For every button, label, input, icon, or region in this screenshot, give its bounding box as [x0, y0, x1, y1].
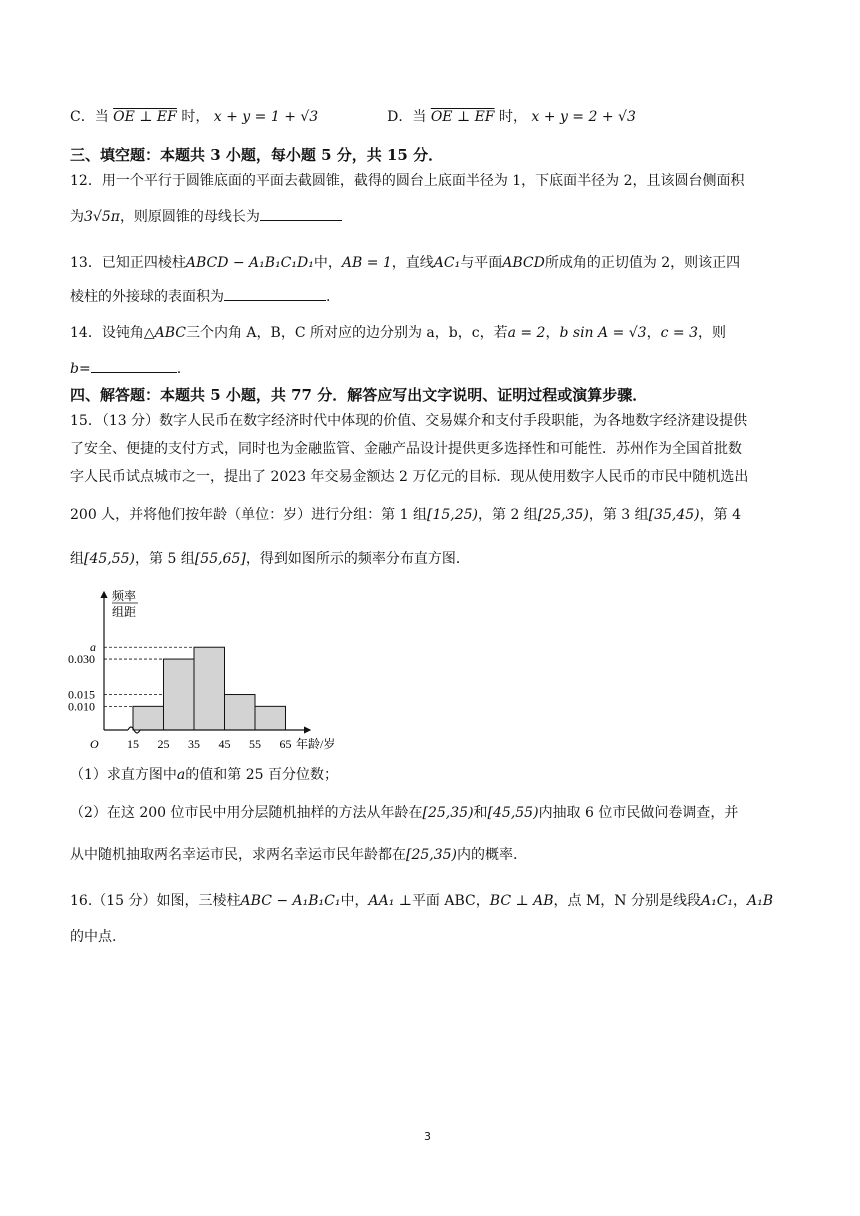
q14-text-e: ，则 [697, 325, 726, 341]
q15-text-g: ，得到如图所示的频率分布直方图． [245, 551, 470, 567]
q15-line3: 字人民币试点城市之一，提出了 2023 年交易金额达 2 万亿元的目标．现从使用数字人民币的市民中随机选出 [70, 469, 749, 485]
part2-text-d: 从中随机抽取两名幸运市民，求两名幸运市民年龄都在 [70, 847, 406, 863]
q14-text-a: 14．设钝角 [70, 325, 144, 341]
group5-interval: [55,65] [194, 551, 246, 567]
histogram-bar [133, 706, 164, 730]
group4-interval: [45,55) [84, 551, 136, 567]
q12-line2 [70, 208, 790, 226]
q13-ac1: AC₁ [433, 255, 461, 271]
part2-interval-3: [25,35) [406, 847, 458, 863]
x-axis-label: 年龄/岁 [296, 737, 336, 751]
q14-comma-1: ， [545, 325, 560, 341]
q15-text-e: 组 [70, 551, 84, 567]
q16-a1b: A₁B [747, 893, 774, 909]
section3-heading: 三、填空题：本题共 3 小题，每小题 5 分，共 15 分． [70, 146, 444, 164]
q14-bsina: b sin A = √3 [559, 325, 647, 341]
q14-period: . [176, 361, 182, 377]
q12-question: ，则原圆锥的母线长为 [119, 209, 260, 225]
frequency-histogram [68, 588, 358, 754]
histogram-bar [194, 647, 225, 730]
part2-text-c: 内抽取 6 位市民做问卷调查，并 [538, 805, 739, 821]
option-c-equation: x + y = 1 + √3 [213, 109, 319, 125]
section4-heading: 四、解答题：本题共 5 小题，共 77 分．解答应写出文字说明、证明过程或演算步骤． [70, 386, 648, 404]
y-label-top: 频率 [112, 589, 137, 603]
option-d-equation: x + y = 2 + √3 [531, 109, 636, 125]
x-tick-labels [127, 737, 292, 751]
q14-line1 [70, 324, 790, 342]
option-c-when: 时， [181, 109, 210, 125]
q13-prism: ABCD − A₁B₁C₁D₁ [185, 255, 314, 271]
histogram-bar [164, 659, 195, 730]
q16-prism: ABC − A₁B₁C₁ [240, 893, 341, 909]
y-tick-label: 0.015 [68, 687, 95, 702]
histogram-bars [133, 647, 286, 730]
x-tick-label: 15 [127, 737, 139, 751]
q15-line5 [70, 550, 790, 568]
q15-part2-line2 [70, 846, 790, 864]
q15-line4 [70, 506, 790, 524]
q14-triangle: △ABC [143, 325, 186, 341]
option-d-condition: OE ⊥ EF [430, 109, 495, 125]
part2-interval-2: [45,55) [487, 805, 539, 821]
histogram-bar [225, 695, 256, 730]
q16-line2: 的中点. [70, 929, 117, 945]
q16-text-b: 中， [340, 893, 369, 909]
q15-text-d: ，第 4 [699, 507, 742, 523]
q16-comma: ， [733, 893, 748, 909]
q14-comma-2: ， [646, 325, 661, 341]
q13-text-b: 中， [313, 255, 342, 271]
y-tick-label: 0.010 [68, 699, 95, 714]
part1-text-b: 的值和第 25 百分位数； [185, 767, 338, 783]
q15-line2: 了安全、便捷的支付方式，同时也为金融监管、金融产品设计提供更多选择性和可能性．苏州作为全国首批数 [70, 441, 742, 457]
histogram-bar [255, 706, 286, 730]
q16-aa1: AA₁ ⊥ [368, 893, 412, 909]
q15-text-f: ，第 5 组 [135, 551, 195, 567]
q15-text-a: 200 人，并将他们按年龄（单位：岁）进行分组：第 1 组 [70, 507, 427, 523]
q14-a-value: a = 2 [507, 325, 546, 341]
q16-a1c1: A₁C₁ [701, 893, 734, 909]
x-tick-label: 45 [218, 737, 231, 751]
q16-text-a: 16.（15 分）如图，三棱柱 [70, 893, 241, 909]
q13-text-d: 与平面 [460, 255, 503, 271]
q14-line2 [70, 360, 790, 378]
q12-prefix: 为 [70, 209, 84, 225]
x-tick-label: 55 [249, 737, 261, 751]
part1-text-a: （1）求直方图中 [70, 767, 177, 783]
group1-interval: [15,25) [426, 507, 478, 523]
option-d-when: 时， [498, 109, 527, 125]
q13-text-c: ，直线 [391, 255, 434, 271]
q14-answer-blank [91, 360, 177, 373]
q15-part2-line1 [70, 804, 790, 822]
q15-text-c: ，第 3 组 [588, 507, 649, 523]
q13-line1 [70, 254, 790, 272]
q13-question: 棱柱的外接球的表面积为 [70, 289, 224, 305]
option-c-label: C．当 [70, 109, 109, 125]
q16-line1 [70, 892, 790, 910]
option-d-label: D．当 [387, 109, 427, 125]
q13-plane: ABCD [502, 255, 545, 271]
page-number: 3 [424, 1130, 431, 1143]
y-label-bottom: 组距 [112, 605, 137, 619]
group2-interval: [25,35) [537, 507, 589, 523]
q12-line1: 12．用一个平行于圆锥底面的平面去截圆锥，截得的圆台上底面半径为 1，下底面半径为 2，且该圆台侧面积 [70, 173, 745, 189]
y-tick-label: a [90, 640, 96, 655]
part2-text-b: 和 [473, 805, 488, 821]
y-tick-label: 0.030 [68, 652, 95, 667]
part2-text-a: （2）在这 200 位市民中用分层随机抽样的方法从年龄在 [70, 805, 423, 821]
q16-bc-ab: BC ⊥ AB [489, 893, 554, 909]
q13-line2 [70, 288, 790, 306]
q14-text-b: 三个内角 A，B，C 所对应的边分别为 a，b，c，若 [185, 325, 508, 341]
q16-text-d: ，点 M，N 分别是线段 [553, 893, 701, 909]
q13-text-a: 13．已知正四棱柱 [70, 255, 186, 271]
q15-line1: 15．（13 分）数字人民币在数字经济时代中体现的价值、交易媒介和支付手段职能，为各地数字经济建设提供 [70, 413, 748, 429]
x-tick-label: 65 [279, 737, 292, 751]
q15-text-b: ，第 2 组 [478, 507, 538, 523]
part2-interval-1: [25,35) [422, 805, 474, 821]
q13-text-e: 所成角的正切值为 2，则该正四 [544, 255, 741, 271]
q13-period: . [326, 289, 331, 305]
y-tick-labels [68, 640, 96, 713]
q16-text-c: 平面 ABC， [411, 893, 490, 909]
q12-answer-blank [260, 208, 342, 221]
x-tick-label: 35 [188, 737, 200, 751]
q14-question: b= [70, 361, 91, 377]
q15-part1 [70, 766, 790, 784]
q11-options [70, 108, 790, 126]
q12-lateral-area: 3√5π [84, 209, 120, 225]
origin-label: O [90, 737, 99, 751]
q13-answer-blank [224, 288, 326, 301]
part1-a: a [176, 767, 186, 783]
q13-ab: AB = 1 [341, 255, 392, 271]
x-tick-label: 25 [157, 737, 170, 751]
q14-c-value: c = 3 [660, 325, 698, 341]
option-c-condition: OE ⊥ EF [113, 109, 177, 125]
group3-interval: [35,45) [648, 507, 700, 523]
part2-text-e: 内的概率. [457, 847, 518, 863]
